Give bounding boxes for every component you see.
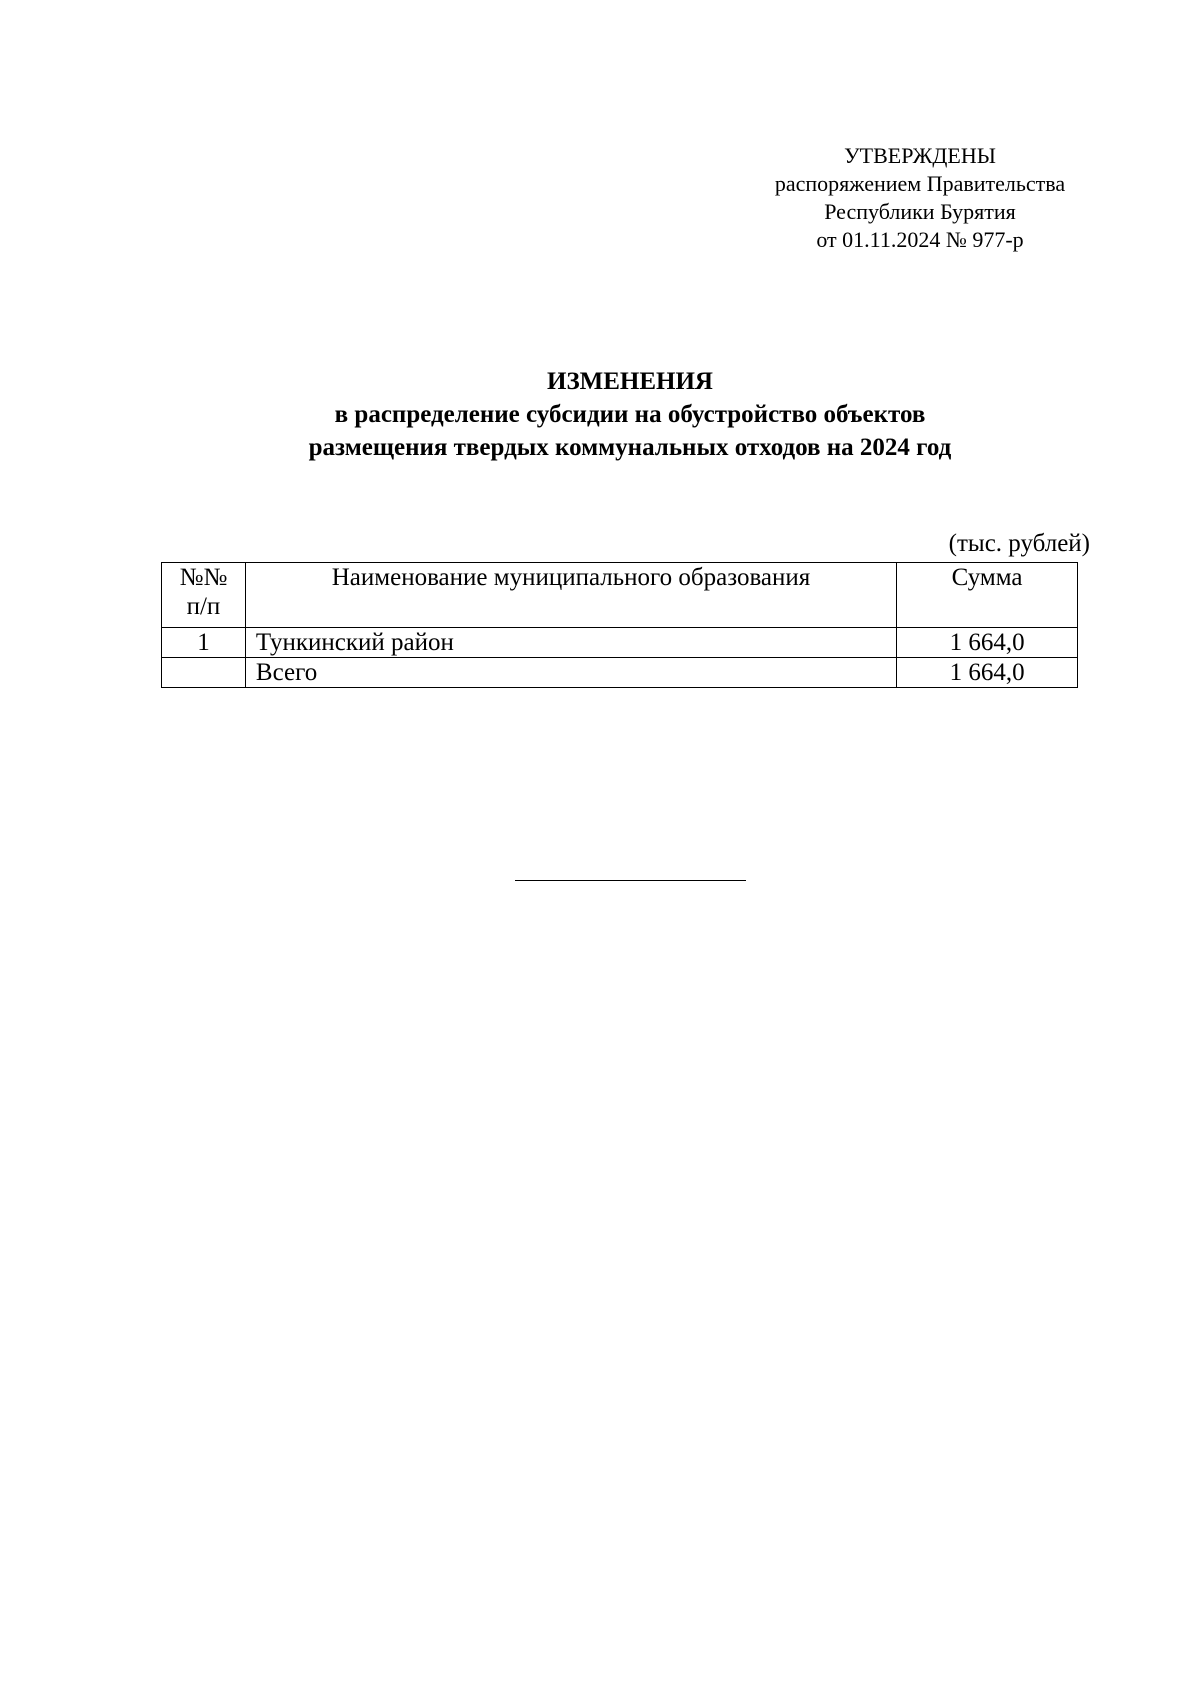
approval-authority: распоряжением Правительства [774, 171, 1066, 196]
total-label: Всего [245, 658, 896, 688]
header-municipality-name: Наименование муниципального образования [245, 563, 896, 628]
closing-rule [515, 880, 746, 881]
table-total-row [162, 658, 1078, 688]
approval-status: УТВЕРЖДЕНЫ [844, 143, 996, 168]
total-number [162, 658, 246, 688]
header-number-line1: №№ [179, 564, 228, 591]
document-heading [200, 365, 1060, 464]
header-number-line2: п/п [186, 593, 221, 620]
document-subtitle-line2: размещения твердых коммунальных отходов на 2024 год [308, 434, 952, 461]
approval-order-date-number: от 01.11.2024 № 977-р [816, 227, 1024, 252]
row-number: 1 [162, 628, 246, 658]
table-header-row [162, 563, 1078, 628]
document-title: ИЗМЕНЕНИЯ [547, 368, 713, 395]
header-number [162, 563, 246, 628]
row-sum: 1 664,0 [897, 628, 1078, 658]
row-municipality-name: Тункинский район [245, 628, 896, 658]
document-subtitle-line1: в распределение субсидии на обустройство объектов [334, 401, 926, 428]
units-note: (тыс. рублей) [948, 530, 1090, 557]
subsidy-allocation-table [161, 562, 1078, 688]
total-sum: 1 664,0 [897, 658, 1078, 688]
approval-republic: Республики Бурятия [824, 199, 1016, 224]
header-sum: Сумма [897, 563, 1078, 628]
approval-block [740, 142, 1100, 254]
table-row [162, 628, 1078, 658]
